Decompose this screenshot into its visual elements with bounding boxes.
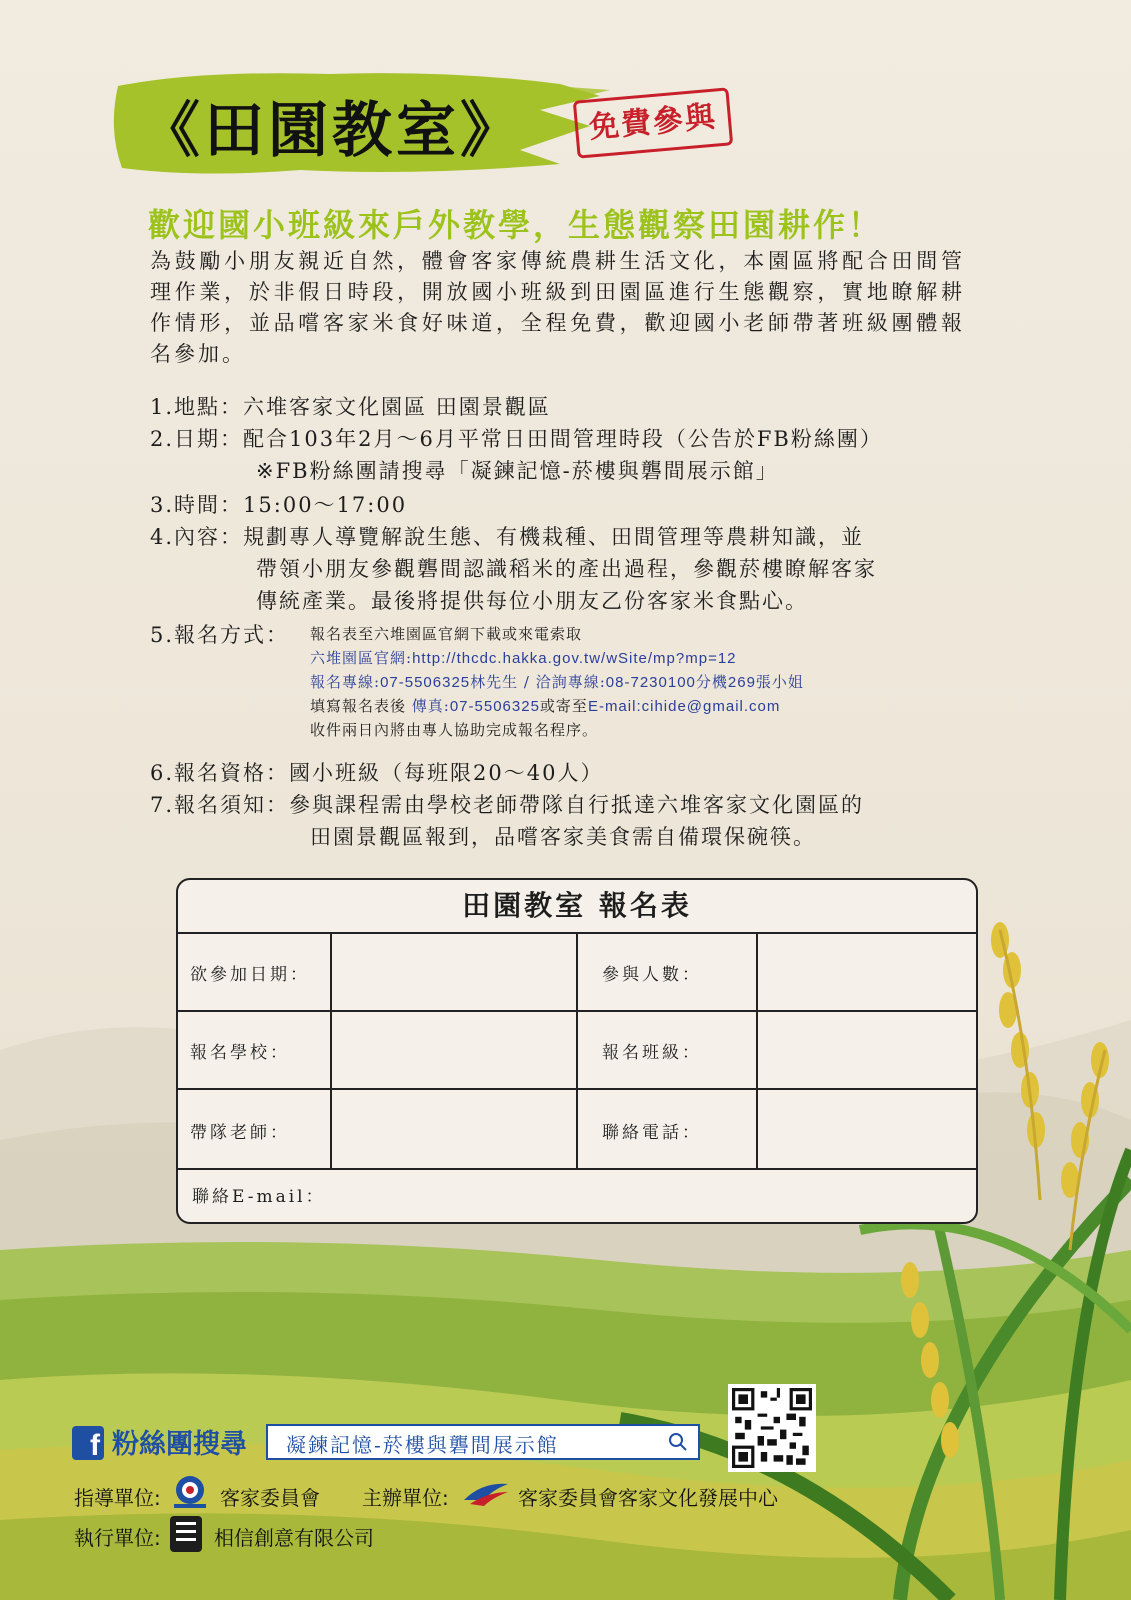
email-link[interactable]: E-mail:cihide@gmail.com bbox=[587, 698, 781, 715]
registration-line: 報名表至六堆園區官網下載或來電索取 bbox=[310, 625, 583, 643]
fanpage-search-box[interactable] bbox=[266, 1424, 700, 1460]
registration-note: 收件兩日內將由專人協助完成報名程序。 bbox=[310, 721, 599, 739]
registration-fax: 填寫報名表後 傳真:07-5506325或寄至E-mail:cihide@gmail.com bbox=[310, 697, 781, 715]
website-link[interactable]: http://thcdc.hakka.gov.tw/wSite/mp?mp=12 bbox=[412, 650, 737, 667]
item-label: 6.報名資格： bbox=[150, 761, 290, 785]
search-text: 凝鍊記憶-菸樓與礱間展示館 bbox=[286, 1433, 559, 1457]
item-label: 4.內容： bbox=[150, 525, 244, 549]
label-school: 報名學校： bbox=[190, 1043, 290, 1063]
registration-phone: 報名專線:07-5506325林先生 / 洽詢專線:08-7230100分機269張小姐 bbox=[310, 673, 804, 691]
item-content-line: 傳統產業。最後將提供每位小朋友乙份客家米食點心。 bbox=[256, 589, 808, 613]
phone-field[interactable] bbox=[758, 1090, 976, 1168]
form-title: 田園教室 報名表 bbox=[462, 889, 692, 922]
fanpage-label: 粉絲團搜尋 bbox=[112, 1429, 247, 1460]
search-icon bbox=[668, 1432, 688, 1452]
executor-label: 執行單位: bbox=[74, 1526, 161, 1550]
date-field[interactable] bbox=[332, 934, 576, 1010]
facebook-icon: f bbox=[72, 1426, 104, 1460]
qr-code-icon[interactable] bbox=[728, 1384, 816, 1472]
organizer-org: 客家委員會客家文化發展中心 bbox=[518, 1486, 778, 1510]
item-label: 2.日期： bbox=[150, 427, 244, 451]
item-value: 國小班級（每班限20～40人） bbox=[289, 761, 604, 785]
label-phone: 聯絡電話： bbox=[602, 1123, 702, 1143]
item-value: 參與課程需由學校老師帶隊自行抵達六堆客家文化園區的 bbox=[289, 793, 865, 817]
item-date-note: ※FB粉絲團請搜尋「凝鍊記憶-菸樓與礱間展示館」 bbox=[256, 459, 779, 483]
free-badge: 免費參與 bbox=[573, 87, 733, 158]
item-value: 配合103年2月～6月平常日田間管理時段（公告於FB粉絲團） bbox=[243, 427, 883, 451]
item-eligibility bbox=[150, 758, 604, 789]
item-location bbox=[150, 392, 551, 423]
label-class: 報名班級： bbox=[602, 1043, 702, 1063]
headline: 歡迎國小班級來戶外教學，生態觀察田園耕作！ bbox=[148, 206, 884, 244]
organizer-label: 主辦單位: bbox=[362, 1486, 449, 1510]
registration-form bbox=[176, 878, 978, 1224]
hakka-council-logo bbox=[168, 1472, 212, 1512]
class-field[interactable] bbox=[758, 1012, 976, 1088]
executor-org: 相信創意有限公司 bbox=[214, 1526, 374, 1550]
item-label: 5.報名方式： bbox=[150, 623, 290, 647]
teacher-field[interactable] bbox=[332, 1090, 576, 1168]
intro-text: 為鼓勵小朋友親近自然，體會客家傳統農耕生活文化，本園區將配合田間管理作業，於非假日時段，開放國小班級到田園區進行生態觀察，實地瞭解耕作情形，並品嚐客家米食好味道，全程免費，歡迎國小老師帶著班級團體報名參加。 bbox=[150, 249, 965, 366]
item-notice bbox=[150, 790, 864, 821]
item-registration bbox=[150, 620, 289, 651]
label-teacher: 帶隊老師： bbox=[190, 1123, 290, 1143]
page-title: 《田園教室》 bbox=[140, 96, 524, 166]
item-content bbox=[150, 522, 864, 553]
hakka-center-logo bbox=[462, 1478, 510, 1508]
item-value: 六堆客家文化園區 田園景觀區 bbox=[243, 395, 551, 419]
label-date: 欲參加日期： bbox=[190, 965, 310, 985]
count-field[interactable] bbox=[758, 934, 976, 1010]
item-label: 1.地點： bbox=[150, 395, 244, 419]
item-value: 規劃專人導覽解說生態、有機栽種、田間管理等農耕知識，並 bbox=[243, 525, 865, 549]
item-label: 7.報名須知： bbox=[150, 793, 290, 817]
label-count: 參與人數： bbox=[602, 965, 702, 985]
item-label: 3.時間： bbox=[150, 493, 244, 517]
school-field[interactable] bbox=[332, 1012, 576, 1088]
email-field[interactable] bbox=[318, 1170, 976, 1222]
item-time bbox=[150, 490, 407, 521]
guidance-org: 客家委員會 bbox=[220, 1486, 320, 1510]
item-value: 15:00～17:00 bbox=[243, 493, 408, 517]
guidance-label: 指導單位: bbox=[74, 1486, 161, 1510]
registration-website: 六堆園區官網:http://thcdc.hakka.gov.tw/wSite/mp?mp=12 bbox=[310, 649, 737, 667]
label-email: 聯絡E-mail： bbox=[192, 1187, 326, 1207]
item-content-line: 帶領小朋友參觀礱間認識稻米的產出過程，參觀菸樓瞭解客家 bbox=[256, 557, 877, 581]
xiangxin-logo bbox=[168, 1514, 204, 1554]
item-notice-line: 田園景觀區報到，品嚐客家美食需自備環保碗筷。 bbox=[310, 825, 816, 849]
item-date bbox=[150, 424, 883, 455]
